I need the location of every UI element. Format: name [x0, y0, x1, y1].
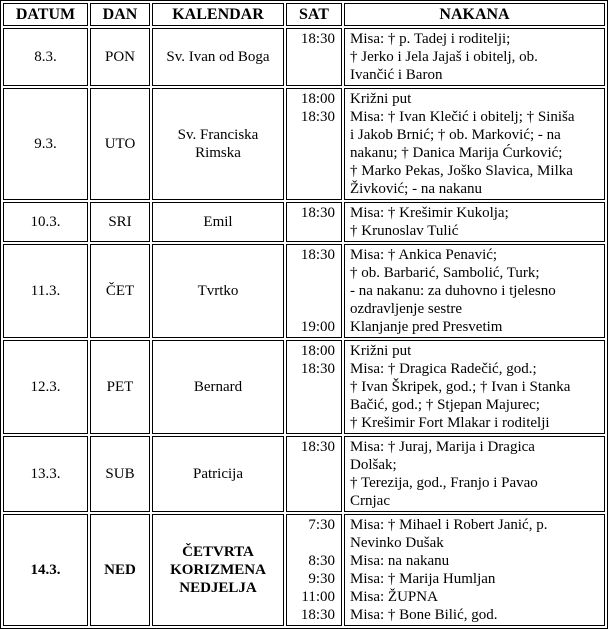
sat-time	[290, 126, 335, 144]
sat-time: 18:30	[300, 31, 335, 47]
kalendar-line: Sv. Ivan od Boga	[166, 49, 270, 65]
sat-time: 11:00	[301, 589, 335, 605]
schedule-row	[3, 28, 605, 86]
nakana-line: Bačić, god.; † Stjepan Majurec;	[350, 397, 540, 413]
sat-time	[290, 414, 335, 432]
nakana-line: † Ivan Škripek, god.; † Ivan i Stanka	[350, 379, 571, 395]
sat-time: 9:30	[308, 571, 335, 587]
kalendar-cell	[152, 88, 284, 200]
nakana-cell	[344, 340, 605, 434]
dan-cell: SUB	[90, 436, 150, 512]
header-sat: SAT	[286, 3, 342, 26]
datum-cell: 12.3.	[3, 340, 88, 434]
schedule-row	[3, 88, 605, 200]
kalendar-cell	[152, 202, 284, 242]
header-kalendar: KALENDAR	[152, 3, 284, 26]
schedule-row	[3, 514, 605, 626]
sat-time	[290, 180, 335, 198]
kalendar-line: Patricija	[193, 466, 243, 482]
sat-cell	[286, 340, 342, 434]
dan-cell: ČET	[90, 244, 150, 338]
sat-time: 18:30	[300, 439, 335, 455]
nakana-line: † Krunoslav Tulić	[350, 223, 459, 239]
kalendar-line: KORIZMENA	[170, 562, 266, 578]
header-nakana: NAKANA	[344, 3, 605, 26]
sat-cell	[286, 202, 342, 242]
sat-time: 18:30	[300, 109, 335, 125]
dan-cell: NED	[90, 514, 150, 626]
sat-time	[290, 300, 335, 318]
sat-time	[290, 282, 335, 300]
sat-cell	[286, 28, 342, 86]
sat-time	[290, 66, 335, 84]
kalendar-cell	[152, 514, 284, 626]
sat-time: 19:00	[300, 319, 335, 335]
sat-time	[290, 162, 335, 180]
nakana-line: † Marko Pekas, Joško Slavica, Milka	[350, 163, 573, 179]
sat-time	[290, 264, 335, 282]
dan-cell: PET	[90, 340, 150, 434]
nakana-line: † Jerko i Jela Jajaš i obitelj, ob.	[350, 49, 538, 65]
sat-time	[290, 378, 335, 396]
sat-time: 18:30	[300, 205, 335, 221]
sat-cell	[286, 436, 342, 512]
nakana-cell	[344, 88, 605, 200]
nakana-line: Ivančić i Baron	[350, 67, 443, 83]
sat-time: 8:30	[308, 553, 335, 569]
datum-cell: 10.3.	[3, 202, 88, 242]
header-datum: DATUM	[3, 3, 88, 26]
nakana-line: Misa: † p. Tadej i roditelji;	[350, 31, 511, 47]
nakana-line: Misa: na nakanu	[350, 553, 450, 569]
sat-time	[290, 534, 335, 552]
nakana-line: Klanjanje pred Presvetim	[350, 319, 503, 335]
schedule-row	[3, 340, 605, 434]
nakana-line: ozdravljenje sestre	[350, 301, 463, 317]
dan-cell: UTO	[90, 88, 150, 200]
header-dan: DAN	[90, 3, 150, 26]
datum-cell: 13.3.	[3, 436, 88, 512]
nakana-line: Misa: † Ivan Klečić i obitelj; † Siniša	[350, 109, 575, 125]
kalendar-line: Tvrtko	[197, 283, 239, 299]
sat-time: 18:00	[300, 91, 335, 107]
schedule-row	[3, 436, 605, 512]
nakana-cell	[344, 202, 605, 242]
kalendar-line: Emil	[203, 214, 233, 230]
sat-time: 18:30	[300, 607, 335, 623]
nakana-line: Križni put	[350, 343, 412, 359]
datum-cell: 11.3.	[3, 244, 88, 338]
nakana-line: Crnjac	[350, 493, 390, 509]
sat-time	[290, 456, 335, 474]
sat-time: 18:30	[300, 247, 335, 263]
nakana-line: i Jakob Brnić; † ob. Marković; - na	[350, 127, 561, 143]
nakana-line: Misa: † Dragica Radečić, god.;	[350, 361, 537, 377]
sat-time: 18:30	[300, 361, 335, 377]
dan-cell: PON	[90, 28, 150, 86]
kalendar-line: NEDJELJA	[179, 580, 257, 596]
sat-time	[290, 474, 335, 492]
sat-time: 7:30	[308, 517, 335, 533]
nakana-line: Misa: ŽUPNA	[350, 589, 438, 605]
nakana-line: Nevinko Dušak	[350, 535, 444, 551]
schedule-row	[3, 244, 605, 338]
nakana-line: † Krešimir Fort Mlakar i roditelji	[350, 415, 550, 431]
nakana-cell	[344, 28, 605, 86]
nakana-line: Misa: † Ankica Penavić;	[350, 247, 498, 263]
kalendar-line: Rimska	[195, 145, 241, 161]
nakana-line: † ob. Barbarić, Sambolić, Turk;	[350, 265, 540, 281]
datum-cell: 14.3.	[3, 514, 88, 626]
nakana-line: Misa: † Mihael i Robert Janić, p.	[350, 517, 548, 533]
dan-cell: SRI	[90, 202, 150, 242]
sat-cell	[286, 244, 342, 338]
nakana-cell	[344, 514, 605, 626]
nakana-line: Misa: † Juraj, Marija i Dragica	[350, 439, 535, 455]
table-header-row	[3, 3, 605, 26]
datum-cell: 9.3.	[3, 88, 88, 200]
sat-cell	[286, 88, 342, 200]
sat-time	[290, 492, 335, 510]
kalendar-cell	[152, 436, 284, 512]
schedule-body	[3, 28, 605, 626]
kalendar-cell	[152, 244, 284, 338]
nakana-line: nakanu; † Danica Marija Ćurković;	[350, 145, 563, 161]
sat-time	[290, 396, 335, 414]
datum-cell: 8.3.	[3, 28, 88, 86]
nakana-line: Misa: † Bone Bilić, god.	[350, 607, 498, 623]
sat-time	[290, 222, 335, 240]
nakana-cell	[344, 244, 605, 338]
kalendar-line: ČETVRTA	[182, 544, 254, 560]
kalendar-cell	[152, 340, 284, 434]
nakana-cell	[344, 436, 605, 512]
sat-time	[290, 48, 335, 66]
sat-time	[290, 144, 335, 162]
kalendar-line: Sv. Franciska	[177, 127, 259, 143]
sat-time: 18:00	[300, 343, 335, 359]
kalendar-line: Bernard	[193, 379, 243, 395]
schedule-row	[3, 202, 605, 242]
nakana-line: Dolšak;	[350, 457, 397, 473]
nakana-line: Živković; - na nakanu	[350, 181, 483, 197]
nakana-line: Misa: † Krešimir Kukolja;	[350, 205, 509, 221]
nakana-line: - na nakanu: za duhovno i tjelesno	[350, 283, 556, 299]
nakana-line: † Terezija, god., Franjo i Pavao	[350, 475, 538, 491]
sat-cell	[286, 514, 342, 626]
nakana-line: Misa: † Marija Humljan	[350, 571, 496, 587]
nakana-line: Križni put	[350, 91, 412, 107]
kalendar-cell	[152, 28, 284, 86]
